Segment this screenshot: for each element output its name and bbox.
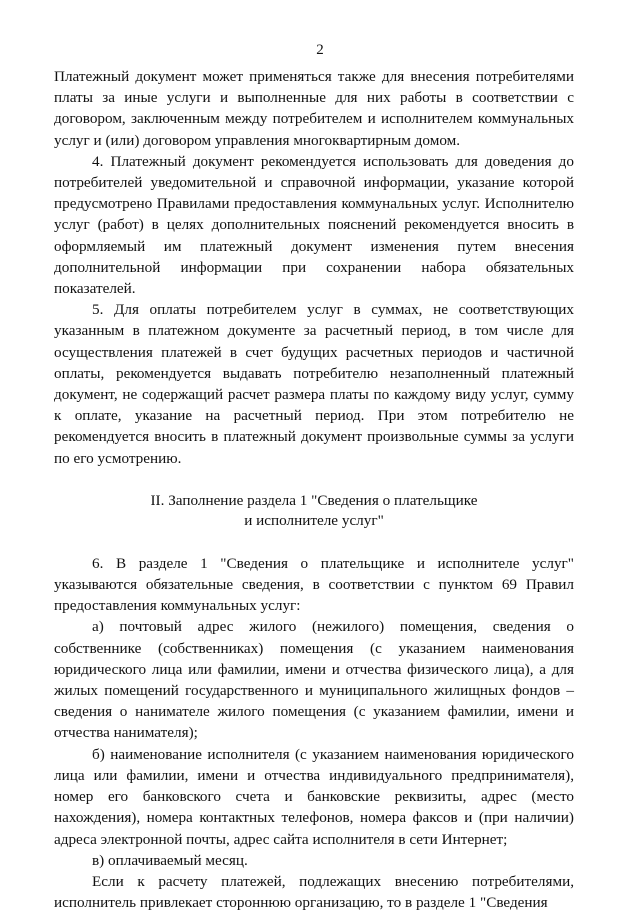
paragraph-third-party: Если к расчету платежей, подлежащих внесению потребителями, исполнитель привлекает стороннюю организацию, то в разделе 1 "Сведения xyxy=(54,872,574,912)
paragraph-subitem-v: в) оплачиваемый месяц. xyxy=(92,851,248,869)
section-heading-line-2: и исполнителе услуг" xyxy=(244,511,384,529)
paragraph-item-4: 4. Платежный документ рекомендуется использовать для доведения до потребителей уведомительной и справочной информации, указание которой предусмотрено Правилами предоставления коммунальных услуг. Исполнителю услуг (работ) в целях дополнительных пояснений рекомендуется вносить в оформляемый им платежный документ изменения путем внесения дополнительной информации при сохранении набора обязательных показателей. xyxy=(54,152,574,298)
document-body xyxy=(54,66,574,913)
paragraph-item-5: 5. Для оплаты потребителем услуг в суммах, не соответствующих указанным в платежном документе за расчетный период, в том числе для осуществления платежей в счет будущих расчетных периодов и частичной оплаты, рекомендуется выдавать потребителю незаполненный платежный документ, не содержащий расчет размера платы по каждому виду услуг, сумму к оплате, указание на расчетный период. При этом потребителю не рекомендуется вносить в платежный документ произвольные суммы за услуги по его усмотрению. xyxy=(54,301,574,467)
page-number: 2 xyxy=(316,42,324,58)
section-heading xyxy=(54,491,574,531)
paragraph-payment-other-services: Платежный документ может применяться также для внесения потребителями платы за иные услуги и выполненные для них работы в соответствии с договором, заключенным между потребителем и исполнителем коммунальных услуг и (или) договором управления многоквартирным домом. xyxy=(54,68,574,149)
paragraph-subitem-b: б) наименование исполнителя (с указанием наименования юридического лица или фамилии, имени и отчества индивидуального предпринимателя), номер его банковского счета и банковские реквизиты, адрес (место нахождения), номера контактных телефонов, номера факсов и (при наличии) адреса электронной почты, адрес сайта исполнителя в сети Интернет; xyxy=(54,745,574,848)
section-heading-line-1: II. Заполнение раздела 1 "Сведения о плательщике xyxy=(150,491,478,509)
paragraph-item-6: 6. В разделе 1 "Сведения о плательщике и исполнителе услуг" указываются обязательные сведения, в соответствии с пунктом 69 Правил предоставления коммунальных услуг: xyxy=(54,554,574,615)
paragraph-subitem-a: а) почтовый адрес жилого (нежилого) помещения, сведения о собственнике (собственниках) помещения (с указанием наименования юридического лица или фамилии, имени и отчества физического лица), а для жилых помещений государственного и муниципального жилищных фондов – сведения о нанимателе жилого помещения (с указанием фамилии, имени и отчества нанимателя); xyxy=(54,618,574,742)
